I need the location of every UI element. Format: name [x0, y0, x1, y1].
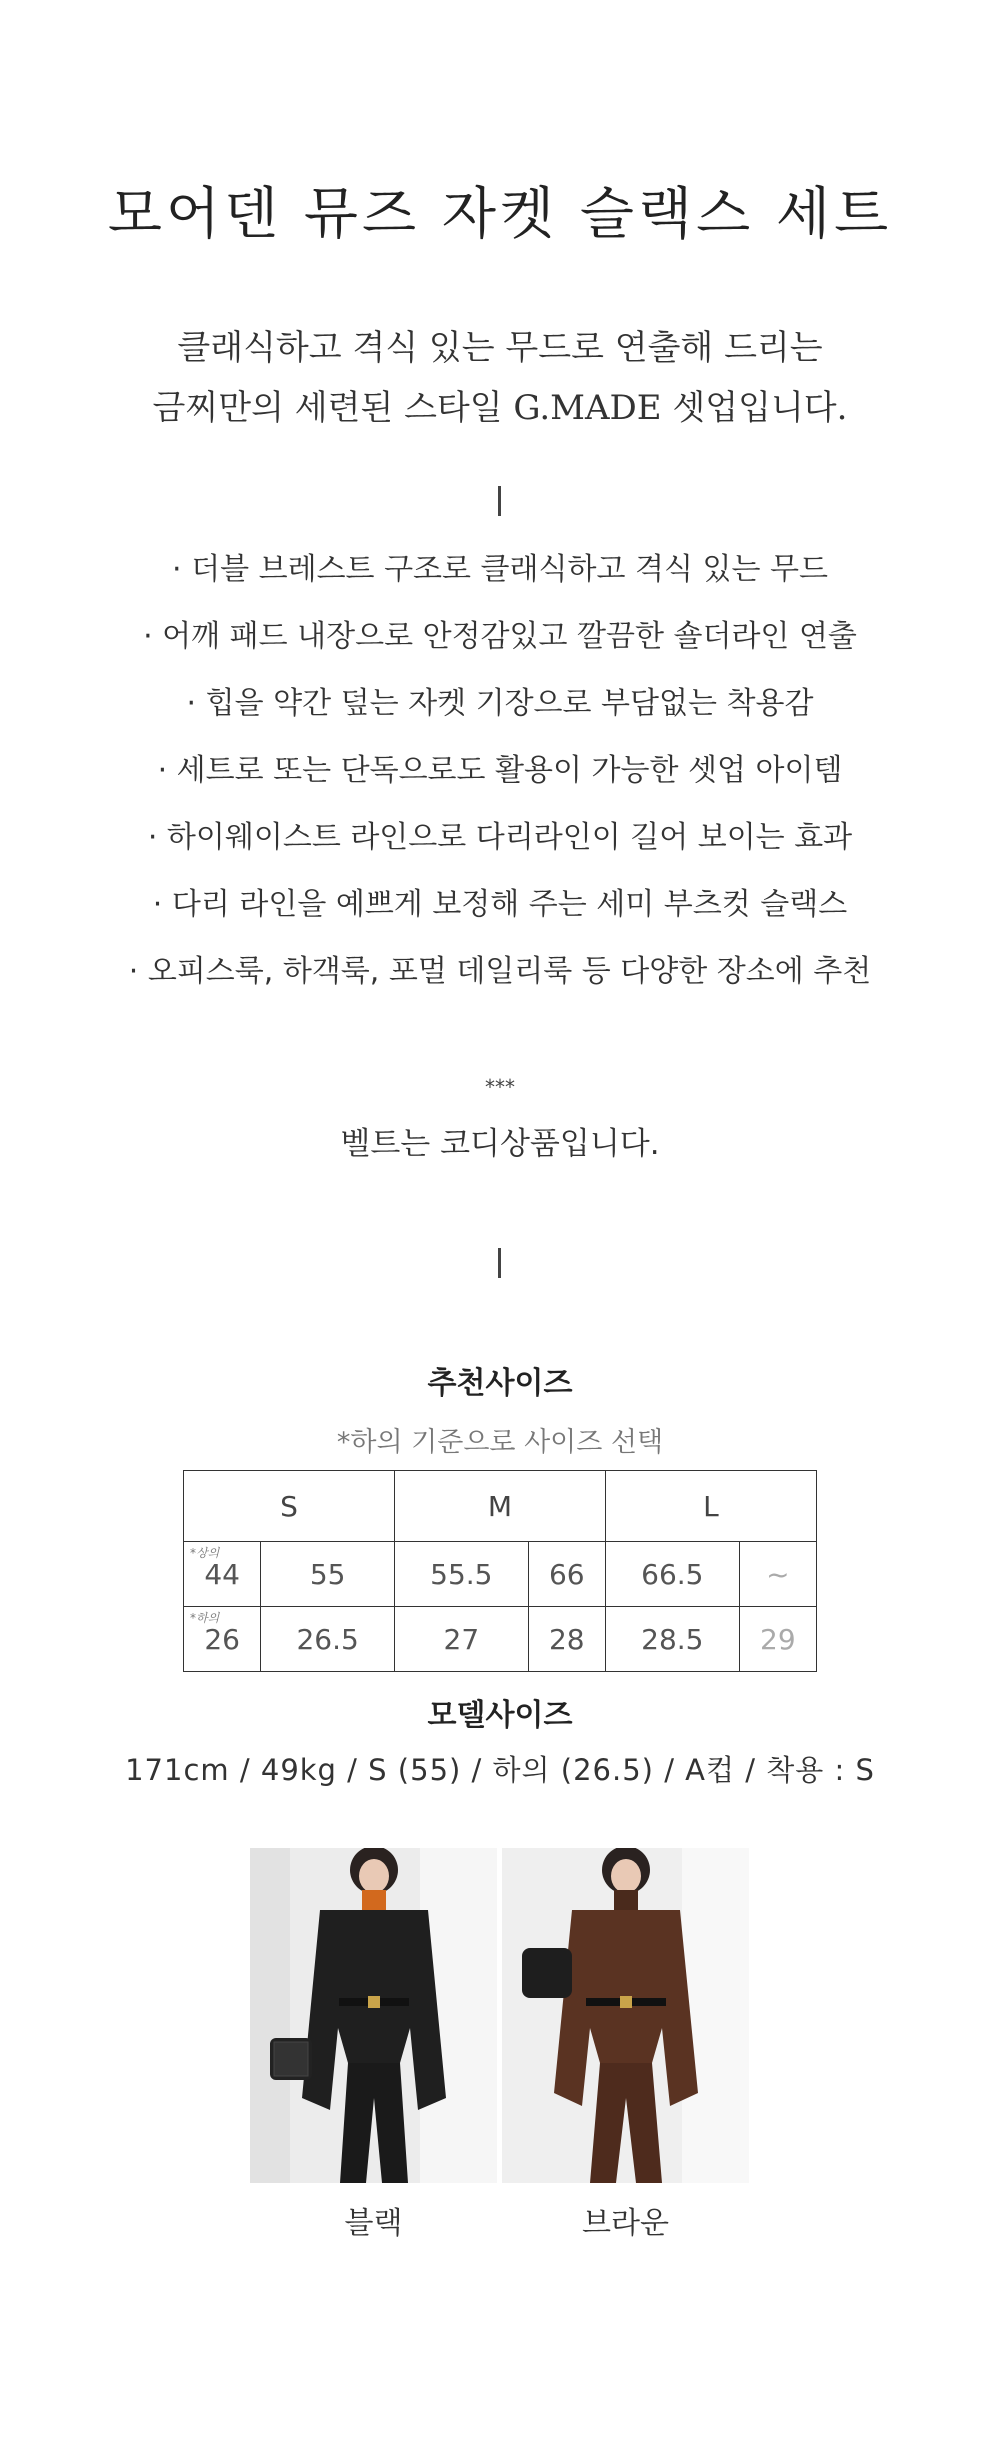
- bottom-cell: *하의 26: [184, 1607, 261, 1672]
- model-section-title: 모델사이즈: [427, 1698, 573, 1733]
- product-title: 모어덴 뮤즈 자켓 슬랙스 세트: [107, 182, 893, 247]
- bottom-cell: 28: [528, 1607, 605, 1672]
- size-section-subtitle: *하의 기준으로 사이즈 선택: [336, 1427, 664, 1458]
- feature-item: · 힙을 약간 덮는 자켓 기장으로 부담없는 착용감: [186, 686, 814, 721]
- black-outfit-illustration: [250, 1848, 497, 2183]
- top-cell: 66: [528, 1542, 605, 1607]
- divider-bar-2: [498, 1248, 501, 1278]
- intro-text: [0, 318, 1000, 438]
- feature-list: [0, 536, 1000, 1005]
- brown-outfit-image[interactable]: [502, 1848, 749, 2183]
- intro-line-2: 금찌만의 세련된 스타일 G.MADE 셋업입니다.: [152, 388, 848, 428]
- divider-bar-1: [498, 486, 501, 516]
- top-cell: 55: [261, 1542, 395, 1607]
- belt-note: 벨트는 코디상품입니다.: [340, 1126, 660, 1162]
- feature-item: · 어깨 패드 내장으로 안정감있고 깔끔한 숄더라인 연출: [143, 619, 857, 654]
- model-info: 171cm / 49kg / S (55) / 하의 (26.5) / A컵 / 착용 : S: [125, 1753, 875, 1787]
- feature-item: · 다리 라인을 예쁘게 보정해 주는 세미 부츠컷 슬랙스: [152, 887, 848, 922]
- feature-item: · 더블 브레스트 구조로 클래식하고 격식 있는 무드: [172, 552, 828, 587]
- feature-item: · 하이웨이스트 라인으로 다리라인이 길어 보이는 효과: [147, 820, 853, 855]
- feature-item: · 오피스룩, 하객룩, 포멀 데일리룩 등 다양한 장소에 추천: [128, 954, 872, 989]
- top-tag: *상의: [190, 1546, 220, 1560]
- bottom-cell: 26.5: [261, 1607, 395, 1672]
- top-cell: ~: [739, 1542, 816, 1607]
- bottom-cell: 28.5: [605, 1607, 739, 1672]
- top-cell: 55.5: [394, 1542, 528, 1607]
- stars-separator: ***: [485, 1075, 515, 1099]
- top-cell: *상의 44: [184, 1542, 261, 1607]
- size-table: [183, 1470, 817, 1672]
- feature-item: · 세트로 또는 단독으로도 활용이 가능한 셋업 아이템: [157, 753, 843, 788]
- size-header-l: L: [605, 1471, 816, 1542]
- black-caption: 블랙: [344, 2206, 403, 2241]
- top-cell: 66.5: [605, 1542, 739, 1607]
- bottom-cell: 29: [739, 1607, 816, 1672]
- intro-line-1: 클래식하고 격식 있는 무드로 연출해 드리는: [177, 328, 823, 368]
- bottom-tag: *하의: [190, 1611, 220, 1625]
- brown-caption: 브라운: [582, 2206, 669, 2241]
- brown-outfit-illustration: [502, 1848, 749, 2183]
- size-header-m: M: [394, 1471, 605, 1542]
- size-header-s: S: [184, 1471, 395, 1542]
- size-section-title: 추천사이즈: [427, 1366, 573, 1401]
- bottom-cell: 27: [394, 1607, 528, 1672]
- black-outfit-image[interactable]: [250, 1848, 497, 2183]
